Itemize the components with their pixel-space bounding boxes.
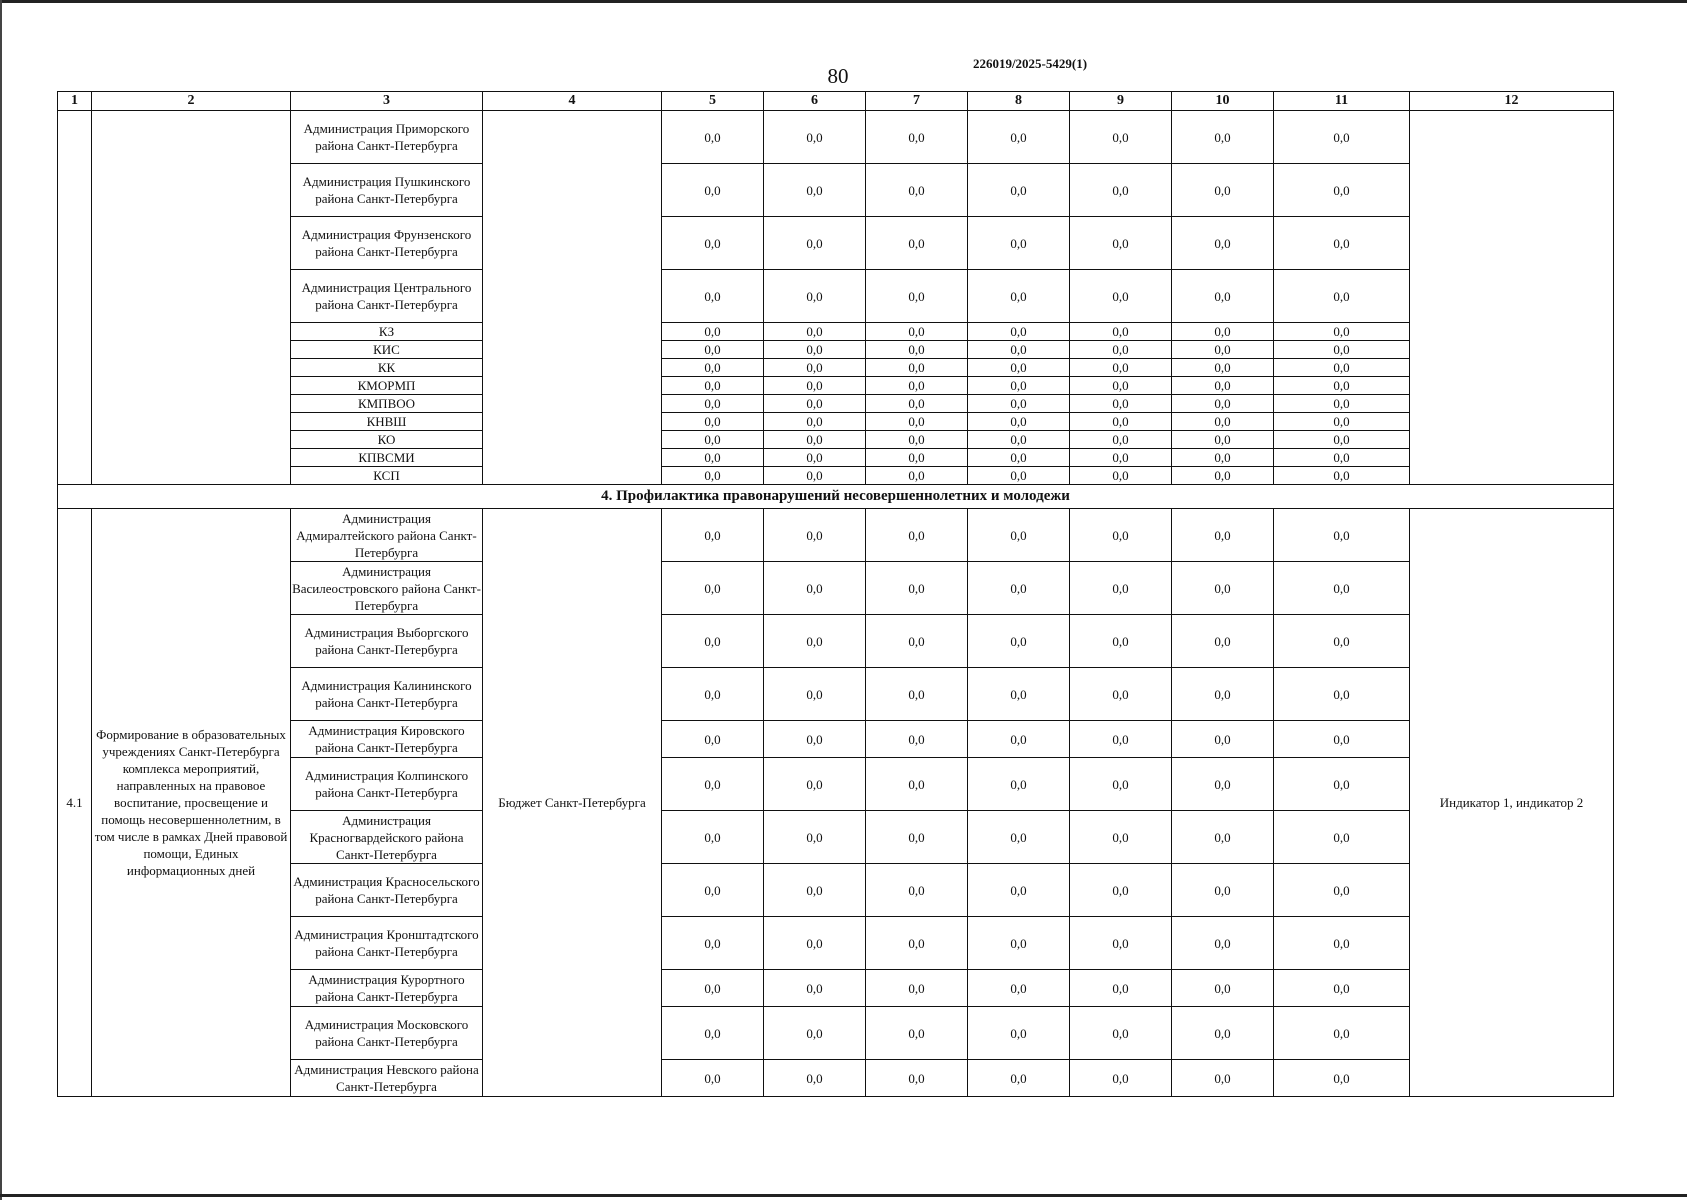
value-cell: 0,0 [1070, 1060, 1172, 1097]
value-cell: 0,0 [968, 431, 1070, 449]
value-cell: 0,0 [1172, 467, 1274, 485]
value-cell: 0,0 [866, 970, 968, 1007]
table-row [58, 413, 1614, 431]
value-cell: 0,0 [1172, 217, 1274, 270]
item-number-cell: 4.1 [58, 509, 92, 1097]
value-cell: 0,0 [866, 509, 968, 562]
value-cell: 0,0 [866, 413, 968, 431]
value-cell: 0,0 [1274, 270, 1410, 323]
table-row [58, 811, 1614, 864]
value-cell: 0,0 [866, 217, 968, 270]
executor-cell: Администрация Адмиралтейского района Санкт-Петербурга [291, 509, 483, 562]
value-cell: 0,0 [1172, 668, 1274, 721]
value-cell: 0,0 [1172, 270, 1274, 323]
value-cell: 0,0 [1274, 668, 1410, 721]
value-cell: 0,0 [662, 562, 764, 615]
executor-cell: Администрация Колпинского района Санкт-Петербурга [291, 758, 483, 811]
value-cell: 0,0 [866, 164, 968, 217]
executor-cell: КК [291, 359, 483, 377]
value-cell: 0,0 [1070, 377, 1172, 395]
value-cell: 0,0 [662, 377, 764, 395]
scan-border-bottom [0, 1194, 1687, 1197]
executor-cell: КЗ [291, 323, 483, 341]
value-cell: 0,0 [764, 111, 866, 164]
value-cell: 0,0 [1274, 562, 1410, 615]
value-cell: 0,0 [968, 323, 1070, 341]
value-cell: 0,0 [1172, 917, 1274, 970]
value-cell: 0,0 [1274, 431, 1410, 449]
value-cell: 0,0 [764, 323, 866, 341]
value-cell: 0,0 [1070, 668, 1172, 721]
value-cell: 0,0 [1172, 449, 1274, 467]
value-cell: 0,0 [1070, 1007, 1172, 1060]
table-body [58, 92, 1614, 1097]
value-cell: 0,0 [662, 449, 764, 467]
value-cell: 0,0 [1172, 758, 1274, 811]
table-row [58, 467, 1614, 485]
value-cell: 0,0 [968, 917, 1070, 970]
value-cell: 0,0 [764, 431, 866, 449]
table-row [58, 970, 1614, 1007]
document-id: 226019/2025-5429(1) [972, 56, 1088, 71]
value-cell: 0,0 [866, 323, 968, 341]
value-cell: 0,0 [1274, 449, 1410, 467]
budget-table [57, 91, 1614, 1097]
value-cell: 0,0 [1274, 615, 1410, 668]
value-cell: 0,0 [1172, 1060, 1274, 1097]
value-cell: 0,0 [662, 467, 764, 485]
indicator-cell: Индикатор 1, индикатор 2 [1410, 509, 1614, 1097]
value-cell: 0,0 [1274, 217, 1410, 270]
executor-cell: Администрация Калининского района Санкт-Петербурга [291, 668, 483, 721]
header-cell: 7 [866, 92, 968, 111]
value-cell: 0,0 [1172, 721, 1274, 758]
description-cell [92, 111, 291, 485]
value-cell: 0,0 [764, 413, 866, 431]
executor-cell: КПВСМИ [291, 449, 483, 467]
executor-cell: КМОРМП [291, 377, 483, 395]
value-cell: 0,0 [968, 341, 1070, 359]
value-cell: 0,0 [1070, 509, 1172, 562]
value-cell: 0,0 [764, 509, 866, 562]
value-cell: 0,0 [866, 1060, 968, 1097]
executor-cell: Администрация Красногвардейского района Санкт-Петербурга [291, 811, 483, 864]
value-cell: 0,0 [1172, 970, 1274, 1007]
value-cell: 0,0 [1172, 395, 1274, 413]
value-cell: 0,0 [764, 758, 866, 811]
value-cell: 0,0 [662, 509, 764, 562]
value-cell: 0,0 [866, 341, 968, 359]
value-cell: 0,0 [1274, 395, 1410, 413]
executor-cell: Администрация Фрунзенского района Санкт-Петербурга [291, 217, 483, 270]
executor-cell: Администрация Василеостровского района Санкт-Петербурга [292, 563, 481, 613]
table-row [58, 377, 1614, 395]
value-cell: 0,0 [866, 864, 968, 917]
value-cell: 0,0 [1274, 509, 1410, 562]
value-cell: 0,0 [866, 758, 968, 811]
value-cell: 0,0 [968, 164, 1070, 217]
value-cell: 0,0 [968, 864, 1070, 917]
value-cell: 0,0 [662, 917, 764, 970]
value-cell: 0,0 [764, 562, 866, 615]
table-row [58, 341, 1614, 359]
value-cell: 0,0 [968, 217, 1070, 270]
value-cell: 0,0 [1172, 323, 1274, 341]
value-cell: 0,0 [1172, 431, 1274, 449]
table-row [58, 431, 1614, 449]
value-cell: 0,0 [662, 395, 764, 413]
value-cell: 0,0 [1274, 359, 1410, 377]
value-cell: 0,0 [1070, 413, 1172, 431]
value-cell: 0,0 [764, 864, 866, 917]
table-row [58, 359, 1614, 377]
value-cell: 0,0 [1274, 721, 1410, 758]
value-cell: 0,0 [968, 359, 1070, 377]
table-row [58, 721, 1614, 758]
header-row [58, 92, 1614, 111]
value-cell: 0,0 [764, 668, 866, 721]
scan-border-left [0, 0, 2, 1200]
executor-cell: Администрация Пушкинского района Санкт-Петербурга [291, 164, 483, 217]
value-cell: 0,0 [662, 431, 764, 449]
table-row [58, 509, 1614, 562]
indicator-cell [1410, 111, 1614, 485]
table-row [58, 668, 1614, 721]
value-cell: 0,0 [1070, 323, 1172, 341]
table-row [58, 1007, 1614, 1060]
value-cell: 0,0 [1274, 917, 1410, 970]
header-cell: 2 [92, 92, 291, 111]
value-cell: 0,0 [866, 721, 968, 758]
value-cell: 0,0 [968, 413, 1070, 431]
header-cell: 1 [58, 92, 92, 111]
executor-cell: КИС [291, 341, 483, 359]
value-cell: 0,0 [764, 217, 866, 270]
page-number: 80 [827, 64, 849, 88]
value-cell: 0,0 [1172, 413, 1274, 431]
value-cell: 0,0 [662, 668, 764, 721]
header-cell: 12 [1410, 92, 1614, 111]
value-cell: 0,0 [1172, 164, 1274, 217]
value-cell: 0,0 [1070, 811, 1172, 864]
executor-cell: Администрация Выборгского района Санкт-Петербурга [291, 615, 483, 668]
value-cell: 0,0 [866, 395, 968, 413]
value-cell: 0,0 [764, 917, 866, 970]
value-cell: 0,0 [1274, 111, 1410, 164]
value-cell: 0,0 [662, 164, 764, 217]
value-cell: 0,0 [662, 217, 764, 270]
value-cell: 0,0 [1274, 811, 1410, 864]
value-cell: 0,0 [1172, 562, 1274, 615]
table-row [58, 395, 1614, 413]
executor-cell: Администрация Красносельского района Санкт-Петербурга [291, 864, 483, 917]
value-cell: 0,0 [1070, 721, 1172, 758]
value-cell: 0,0 [764, 615, 866, 668]
value-cell: 0,0 [1070, 359, 1172, 377]
value-cell: 0,0 [662, 970, 764, 1007]
value-cell: 0,0 [866, 615, 968, 668]
value-cell: 0,0 [968, 970, 1070, 1007]
value-cell: 0,0 [662, 721, 764, 758]
table-row [58, 917, 1614, 970]
value-cell: 0,0 [1172, 359, 1274, 377]
value-cell: 0,0 [866, 111, 968, 164]
value-cell: 0,0 [764, 359, 866, 377]
value-cell: 0,0 [968, 377, 1070, 395]
executor-cell: Администрация Кировского района Санкт-Петербурга [291, 721, 483, 758]
value-cell: 0,0 [968, 562, 1070, 615]
value-cell: 0,0 [1172, 341, 1274, 359]
value-cell: 0,0 [764, 270, 866, 323]
value-cell: 0,0 [1070, 562, 1172, 615]
value-cell: 0,0 [968, 509, 1070, 562]
table-row [58, 323, 1614, 341]
value-cell: 0,0 [1274, 164, 1410, 217]
value-cell: 0,0 [662, 323, 764, 341]
value-cell: 0,0 [1070, 449, 1172, 467]
value-cell: 0,0 [1172, 864, 1274, 917]
value-cell: 0,0 [1070, 615, 1172, 668]
value-cell: 0,0 [1274, 377, 1410, 395]
value-cell: 0,0 [866, 1007, 968, 1060]
value-cell: 0,0 [1274, 1007, 1410, 1060]
value-cell: 0,0 [662, 615, 764, 668]
value-cell: 0,0 [968, 615, 1070, 668]
table-row [58, 164, 1614, 217]
value-cell: 0,0 [866, 668, 968, 721]
value-cell: 0,0 [1274, 864, 1410, 917]
value-cell: 0,0 [764, 164, 866, 217]
value-cell: 0,0 [866, 467, 968, 485]
value-cell: 0,0 [662, 413, 764, 431]
value-cell: 0,0 [1070, 111, 1172, 164]
value-cell: 0,0 [968, 721, 1070, 758]
value-cell: 0,0 [764, 1060, 866, 1097]
section-row [58, 485, 1614, 509]
table-row [58, 615, 1614, 668]
value-cell: 0,0 [1070, 467, 1172, 485]
value-cell: 0,0 [1172, 811, 1274, 864]
description-cell: Формирование в образовательных учреждениях Санкт-Петербурга комплекса мероприятий, направленных на правовое воспитание, просвещение и помощь несовершеннолетним, в том числе в рамках Дней правовой помощи, Единых информационных дней [92, 509, 291, 1097]
value-cell: 0,0 [866, 449, 968, 467]
table-row [58, 864, 1614, 917]
value-cell: 0,0 [764, 449, 866, 467]
value-cell: 0,0 [968, 811, 1070, 864]
value-cell: 0,0 [662, 1007, 764, 1060]
header-cell: 3 [291, 92, 483, 111]
value-cell: 0,0 [1070, 917, 1172, 970]
header-cell: 6 [764, 92, 866, 111]
value-cell: 0,0 [968, 270, 1070, 323]
value-cell: 0,0 [968, 111, 1070, 164]
value-cell: 0,0 [764, 721, 866, 758]
value-cell: 0,0 [1172, 509, 1274, 562]
value-cell: 0,0 [1172, 1007, 1274, 1060]
value-cell: 0,0 [1274, 467, 1410, 485]
value-cell: 0,0 [1070, 864, 1172, 917]
value-cell: 0,0 [764, 395, 866, 413]
value-cell: 0,0 [866, 562, 968, 615]
table-row [58, 562, 1614, 615]
value-cell: 0,0 [764, 377, 866, 395]
value-cell: 0,0 [968, 395, 1070, 413]
executor-cell: КНВШ [291, 413, 483, 431]
value-cell: 0,0 [1070, 341, 1172, 359]
value-cell: 0,0 [662, 341, 764, 359]
value-cell: 0,0 [764, 1007, 866, 1060]
header-cell: 4 [483, 92, 662, 111]
executor-cell: КМПВОО [291, 395, 483, 413]
value-cell: 0,0 [1070, 164, 1172, 217]
value-cell: 0,0 [662, 111, 764, 164]
executor-cell: Администрация Невского района Санкт-Петербурга [291, 1060, 483, 1097]
table-row [58, 270, 1614, 323]
value-cell: 0,0 [968, 467, 1070, 485]
value-cell: 0,0 [866, 917, 968, 970]
value-cell: 0,0 [1274, 1060, 1410, 1097]
value-cell: 0,0 [764, 467, 866, 485]
value-cell: 0,0 [662, 270, 764, 323]
table-row [58, 758, 1614, 811]
value-cell: 0,0 [1172, 377, 1274, 395]
table-row [58, 217, 1614, 270]
value-cell: 0,0 [1274, 323, 1410, 341]
value-cell: 0,0 [764, 970, 866, 1007]
value-cell: 0,0 [1070, 270, 1172, 323]
value-cell: 0,0 [1274, 758, 1410, 811]
item-number-cell [58, 111, 92, 485]
value-cell: 0,0 [1070, 970, 1172, 1007]
value-cell: 0,0 [968, 1060, 1070, 1097]
executor-cell: Администрация Центрального района Санкт-Петербурга [291, 270, 483, 323]
value-cell: 0,0 [1172, 615, 1274, 668]
value-cell: 0,0 [968, 449, 1070, 467]
value-cell: 0,0 [1070, 431, 1172, 449]
section-title: 4. Профилактика правонарушений несовершеннолетних и молодежи [58, 485, 1614, 509]
value-cell: 0,0 [968, 758, 1070, 811]
value-cell: 0,0 [764, 341, 866, 359]
value-cell: 0,0 [1274, 341, 1410, 359]
value-cell: 0,0 [1070, 217, 1172, 270]
value-cell: 0,0 [866, 377, 968, 395]
scan-border-top [0, 0, 1687, 3]
table-row [58, 1060, 1614, 1097]
value-cell: 0,0 [968, 1007, 1070, 1060]
value-cell: 0,0 [968, 668, 1070, 721]
value-cell: 0,0 [866, 811, 968, 864]
source-cell: Бюджет Санкт-Петербурга [483, 509, 662, 1097]
value-cell: 0,0 [662, 1060, 764, 1097]
value-cell: 0,0 [662, 758, 764, 811]
value-cell: 0,0 [866, 431, 968, 449]
value-cell: 0,0 [1274, 970, 1410, 1007]
executor-cell: КО [291, 431, 483, 449]
header-cell: 8 [968, 92, 1070, 111]
value-cell: 0,0 [1070, 758, 1172, 811]
value-cell: 0,0 [1274, 413, 1410, 431]
value-cell: 0,0 [866, 270, 968, 323]
executor-cell: Администрация Приморского района Санкт-Петербурга [291, 111, 483, 164]
value-cell: 0,0 [866, 359, 968, 377]
executor-cell: Администрация Кронштадтского района Санкт-Петербурга [291, 917, 483, 970]
table-row [58, 111, 1614, 164]
table-row [58, 449, 1614, 467]
executor-cell: Администрация Московского района Санкт-Петербурга [291, 1007, 483, 1060]
value-cell: 0,0 [1172, 111, 1274, 164]
executor-cell: Администрация Курортного района Санкт-Петербурга [291, 970, 483, 1007]
header-cell: 5 [662, 92, 764, 111]
value-cell: 0,0 [662, 359, 764, 377]
value-cell: 0,0 [764, 811, 866, 864]
value-cell: 0,0 [1070, 395, 1172, 413]
header-cell: 11 [1274, 92, 1410, 111]
value-cell: 0,0 [662, 864, 764, 917]
source-cell [483, 111, 662, 485]
header-cell: 10 [1172, 92, 1274, 111]
value-cell: 0,0 [662, 811, 764, 864]
executor-cell: КСП [291, 467, 483, 485]
header-cell: 9 [1070, 92, 1172, 111]
